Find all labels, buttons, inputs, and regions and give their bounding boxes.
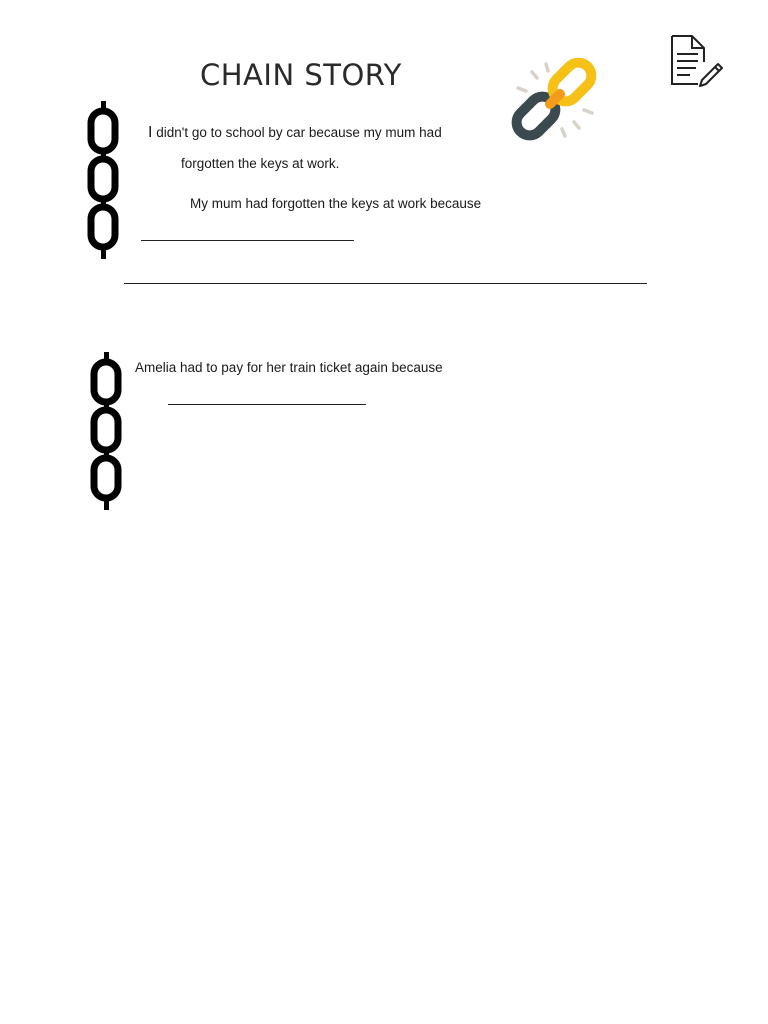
- story1-line1: [148, 124, 442, 142]
- story1-line1-rest: didn't go to school by car because my mum had: [156, 125, 442, 140]
- answer-line: [141, 240, 354, 241]
- document-pencil-icon: [668, 34, 724, 88]
- story1-line2: forgotten the keys at work.: [181, 156, 340, 171]
- chain-link-icon: [510, 58, 600, 142]
- vertical-chain-icon: [89, 352, 125, 512]
- page-title: CHAIN STORY: [200, 58, 402, 92]
- story1-line3: My mum had forgotten the keys at work because: [190, 196, 482, 211]
- story1-first-letter: I: [148, 124, 153, 141]
- answer-line: [124, 283, 647, 284]
- answer-line: [168, 404, 366, 405]
- vertical-chain-icon: [86, 101, 122, 261]
- story2-line1: Amelia had to pay for her train ticket again because: [135, 360, 443, 375]
